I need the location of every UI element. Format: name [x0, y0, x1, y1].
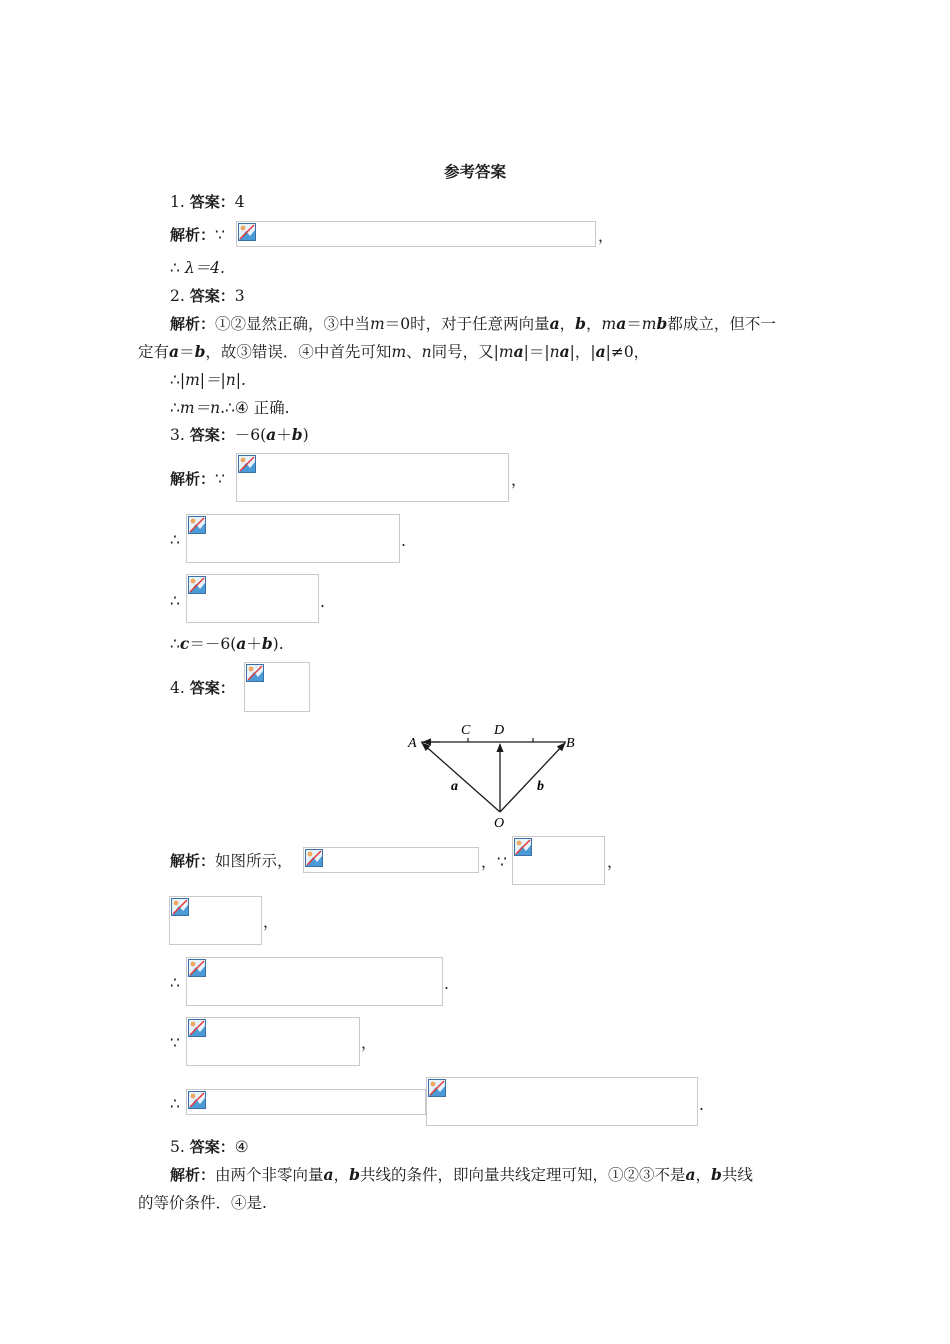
- formula-image: [303, 847, 479, 873]
- label-c-point: C: [461, 723, 471, 738]
- page-title: 参考答案: [443, 163, 506, 181]
- var-m: m: [641, 315, 657, 333]
- formula-image: [426, 1077, 698, 1126]
- vector-triangle-diagram: [400, 718, 590, 833]
- text: 由两个非零向量: [215, 1166, 324, 1184]
- q4-analysis-line: [170, 851, 293, 871]
- broken-image-icon: [188, 1091, 206, 1109]
- text: ，故③错误．④中首先可知: [205, 343, 392, 361]
- text: .∴④ 正确.: [220, 399, 290, 417]
- period: .: [401, 532, 406, 550]
- q5-answer-line: [170, 1137, 249, 1157]
- vec-a: a: [685, 1165, 696, 1184]
- vec-b: b: [194, 342, 206, 361]
- therefore-symbol: ∴: [170, 531, 180, 549]
- text: |＝|: [523, 343, 550, 361]
- text: ，: [586, 315, 602, 333]
- analysis-label: 解析：: [170, 852, 216, 870]
- q2-line-3: [170, 370, 246, 390]
- answer-label: 答案：: [189, 679, 235, 697]
- because-symbol: ∵: [170, 1034, 180, 1052]
- formula-image: [244, 662, 310, 712]
- q2-answer: 3: [234, 287, 245, 305]
- period: .: [320, 593, 325, 611]
- q3-conclusion: [170, 634, 284, 654]
- label-o-point: O: [494, 816, 505, 831]
- vec-a: a: [513, 342, 524, 361]
- label-b-point: B: [566, 736, 575, 751]
- label-vector-b: b: [537, 779, 544, 794]
- because-symbol: ∵: [497, 853, 507, 871]
- vec-a: a: [323, 1165, 334, 1184]
- q5-number: 5.: [170, 1138, 185, 1156]
- label-vector-a: a: [451, 779, 458, 794]
- therefore-symbol: ∴: [170, 974, 180, 992]
- q1-conclusion: [170, 258, 225, 278]
- q4-answer-line: [170, 678, 235, 698]
- q4-analysis-text: 如图所示，: [215, 852, 293, 870]
- text: ).: [272, 635, 284, 653]
- text: 共线的条件，即向量共线定理可知，①②③不是: [359, 1166, 686, 1184]
- text: ，: [559, 315, 576, 333]
- therefore-symbol: ∴: [170, 371, 180, 389]
- broken-image-icon: [238, 455, 256, 473]
- text: ①②显然正确，③中当: [215, 315, 371, 333]
- text: ＝: [626, 315, 642, 333]
- q1-answer: 4: [234, 193, 245, 211]
- q2-answer-line: [170, 286, 245, 306]
- q5-answer: ④: [234, 1138, 249, 1156]
- formula-image: [236, 221, 596, 247]
- comma: ，: [598, 227, 614, 245]
- vec-b: b: [711, 1165, 722, 1184]
- vec-b: b: [656, 314, 668, 333]
- text: |≠0，: [605, 343, 650, 361]
- formula-image: [236, 453, 509, 502]
- period: .: [699, 1096, 704, 1114]
- q1-answer-line: [170, 192, 245, 212]
- text: ＝－6(: [189, 635, 237, 653]
- therefore-symbol: ∴: [170, 635, 180, 653]
- var-m: m: [498, 343, 514, 361]
- formula-image: [512, 836, 605, 885]
- therefore-symbol: ∴: [170, 259, 180, 277]
- q3-answer-line: [170, 425, 309, 445]
- var-m: m: [601, 315, 617, 333]
- text: 同号，又|: [431, 343, 499, 361]
- text: ＝: [179, 343, 195, 361]
- formula-image: [186, 1089, 426, 1115]
- vec-a: a: [559, 342, 570, 361]
- q2-number: 2.: [170, 287, 185, 305]
- therefore-symbol: ∴: [170, 1095, 180, 1113]
- because-symbol: ∵: [215, 226, 225, 244]
- text: 定有: [138, 343, 170, 361]
- answer-label: 答案：: [189, 1138, 235, 1156]
- vec-a: a: [595, 342, 606, 361]
- q3-analysis-line: [170, 469, 225, 489]
- formula-image: [186, 574, 319, 623]
- broken-image-icon: [171, 898, 189, 916]
- label-a-point: A: [408, 736, 417, 751]
- q5-analysis-line-1: [170, 1165, 753, 1185]
- text: ，: [333, 1166, 350, 1184]
- q3-number: 3.: [170, 426, 185, 444]
- formula-image: [186, 1017, 360, 1066]
- q2-analysis-line-1: [170, 314, 776, 334]
- var-m: m: [370, 315, 385, 333]
- broken-image-icon: [188, 1019, 206, 1037]
- vector-b-arrow: [500, 743, 565, 812]
- text: 的等价条件．④是.: [138, 1194, 267, 1212]
- formula-image: [186, 957, 443, 1006]
- period: .: [444, 975, 449, 993]
- var-n: n: [421, 343, 432, 361]
- analysis-label: 解析：: [170, 1166, 216, 1184]
- q1-analysis-line: [170, 225, 225, 245]
- text: ): [302, 426, 309, 444]
- comma: ，: [263, 913, 279, 931]
- answer-label: 答案：: [189, 426, 235, 444]
- vec-a: a: [236, 634, 247, 653]
- broken-image-icon: [188, 576, 206, 594]
- broken-image-icon: [188, 516, 206, 534]
- vec-a: a: [549, 314, 560, 333]
- vector-a-arrow: [422, 743, 500, 812]
- var-m: m: [391, 343, 407, 361]
- vec-b: b: [261, 634, 273, 653]
- broken-image-icon: [428, 1079, 446, 1097]
- text: －6(: [234, 426, 267, 444]
- label-d-point: D: [494, 723, 505, 738]
- formula-image: [169, 896, 262, 945]
- therefore-symbol: ∴: [170, 592, 180, 610]
- therefore-symbol: ∴: [170, 399, 180, 417]
- broken-image-icon: [188, 959, 206, 977]
- q1-conclusion-text: λ＝4.: [184, 259, 225, 277]
- vec-b: b: [575, 314, 587, 333]
- analysis-label: 解析：: [170, 470, 216, 488]
- vec-a: a: [266, 425, 277, 444]
- vec-b: b: [349, 1165, 360, 1184]
- q2-line-3-text: |m|＝|n|.: [179, 371, 246, 389]
- text: 共线: [721, 1166, 753, 1184]
- q2-analysis-line-2: [138, 342, 649, 362]
- var-n: n: [549, 343, 560, 361]
- vec-a: a: [616, 314, 627, 333]
- text: ＋: [246, 635, 262, 653]
- text: ＋: [276, 426, 292, 444]
- vec-b: b: [291, 425, 303, 444]
- text: |，|: [569, 343, 596, 361]
- analysis-label: 解析：: [170, 226, 216, 244]
- formula-image: [186, 514, 400, 563]
- text: 都成立，但不一: [667, 315, 776, 333]
- q5-analysis-line-2: [138, 1193, 267, 1213]
- q1-number: 1.: [170, 193, 185, 211]
- q4-number: 4.: [170, 679, 185, 697]
- comma: ，: [481, 853, 497, 871]
- vec-a: a: [169, 342, 180, 361]
- because-symbol: ∵: [215, 470, 225, 488]
- analysis-label: 解析：: [170, 315, 216, 333]
- broken-image-icon: [238, 223, 256, 241]
- broken-image-icon: [514, 838, 532, 856]
- text: ＝0时，对于任意两向量: [384, 315, 550, 333]
- q2-line-4: [170, 398, 290, 418]
- vec-c: c: [179, 634, 190, 653]
- text: m＝n: [179, 399, 221, 417]
- text: ，: [695, 1166, 712, 1184]
- answer-label: 答案：: [189, 193, 235, 211]
- answer-label: 答案：: [189, 287, 235, 305]
- broken-image-icon: [305, 849, 323, 867]
- comma: ，: [511, 471, 527, 489]
- comma: ，: [607, 853, 623, 871]
- comma: ，: [361, 1034, 377, 1052]
- text: 、: [406, 343, 422, 361]
- broken-image-icon: [246, 664, 264, 682]
